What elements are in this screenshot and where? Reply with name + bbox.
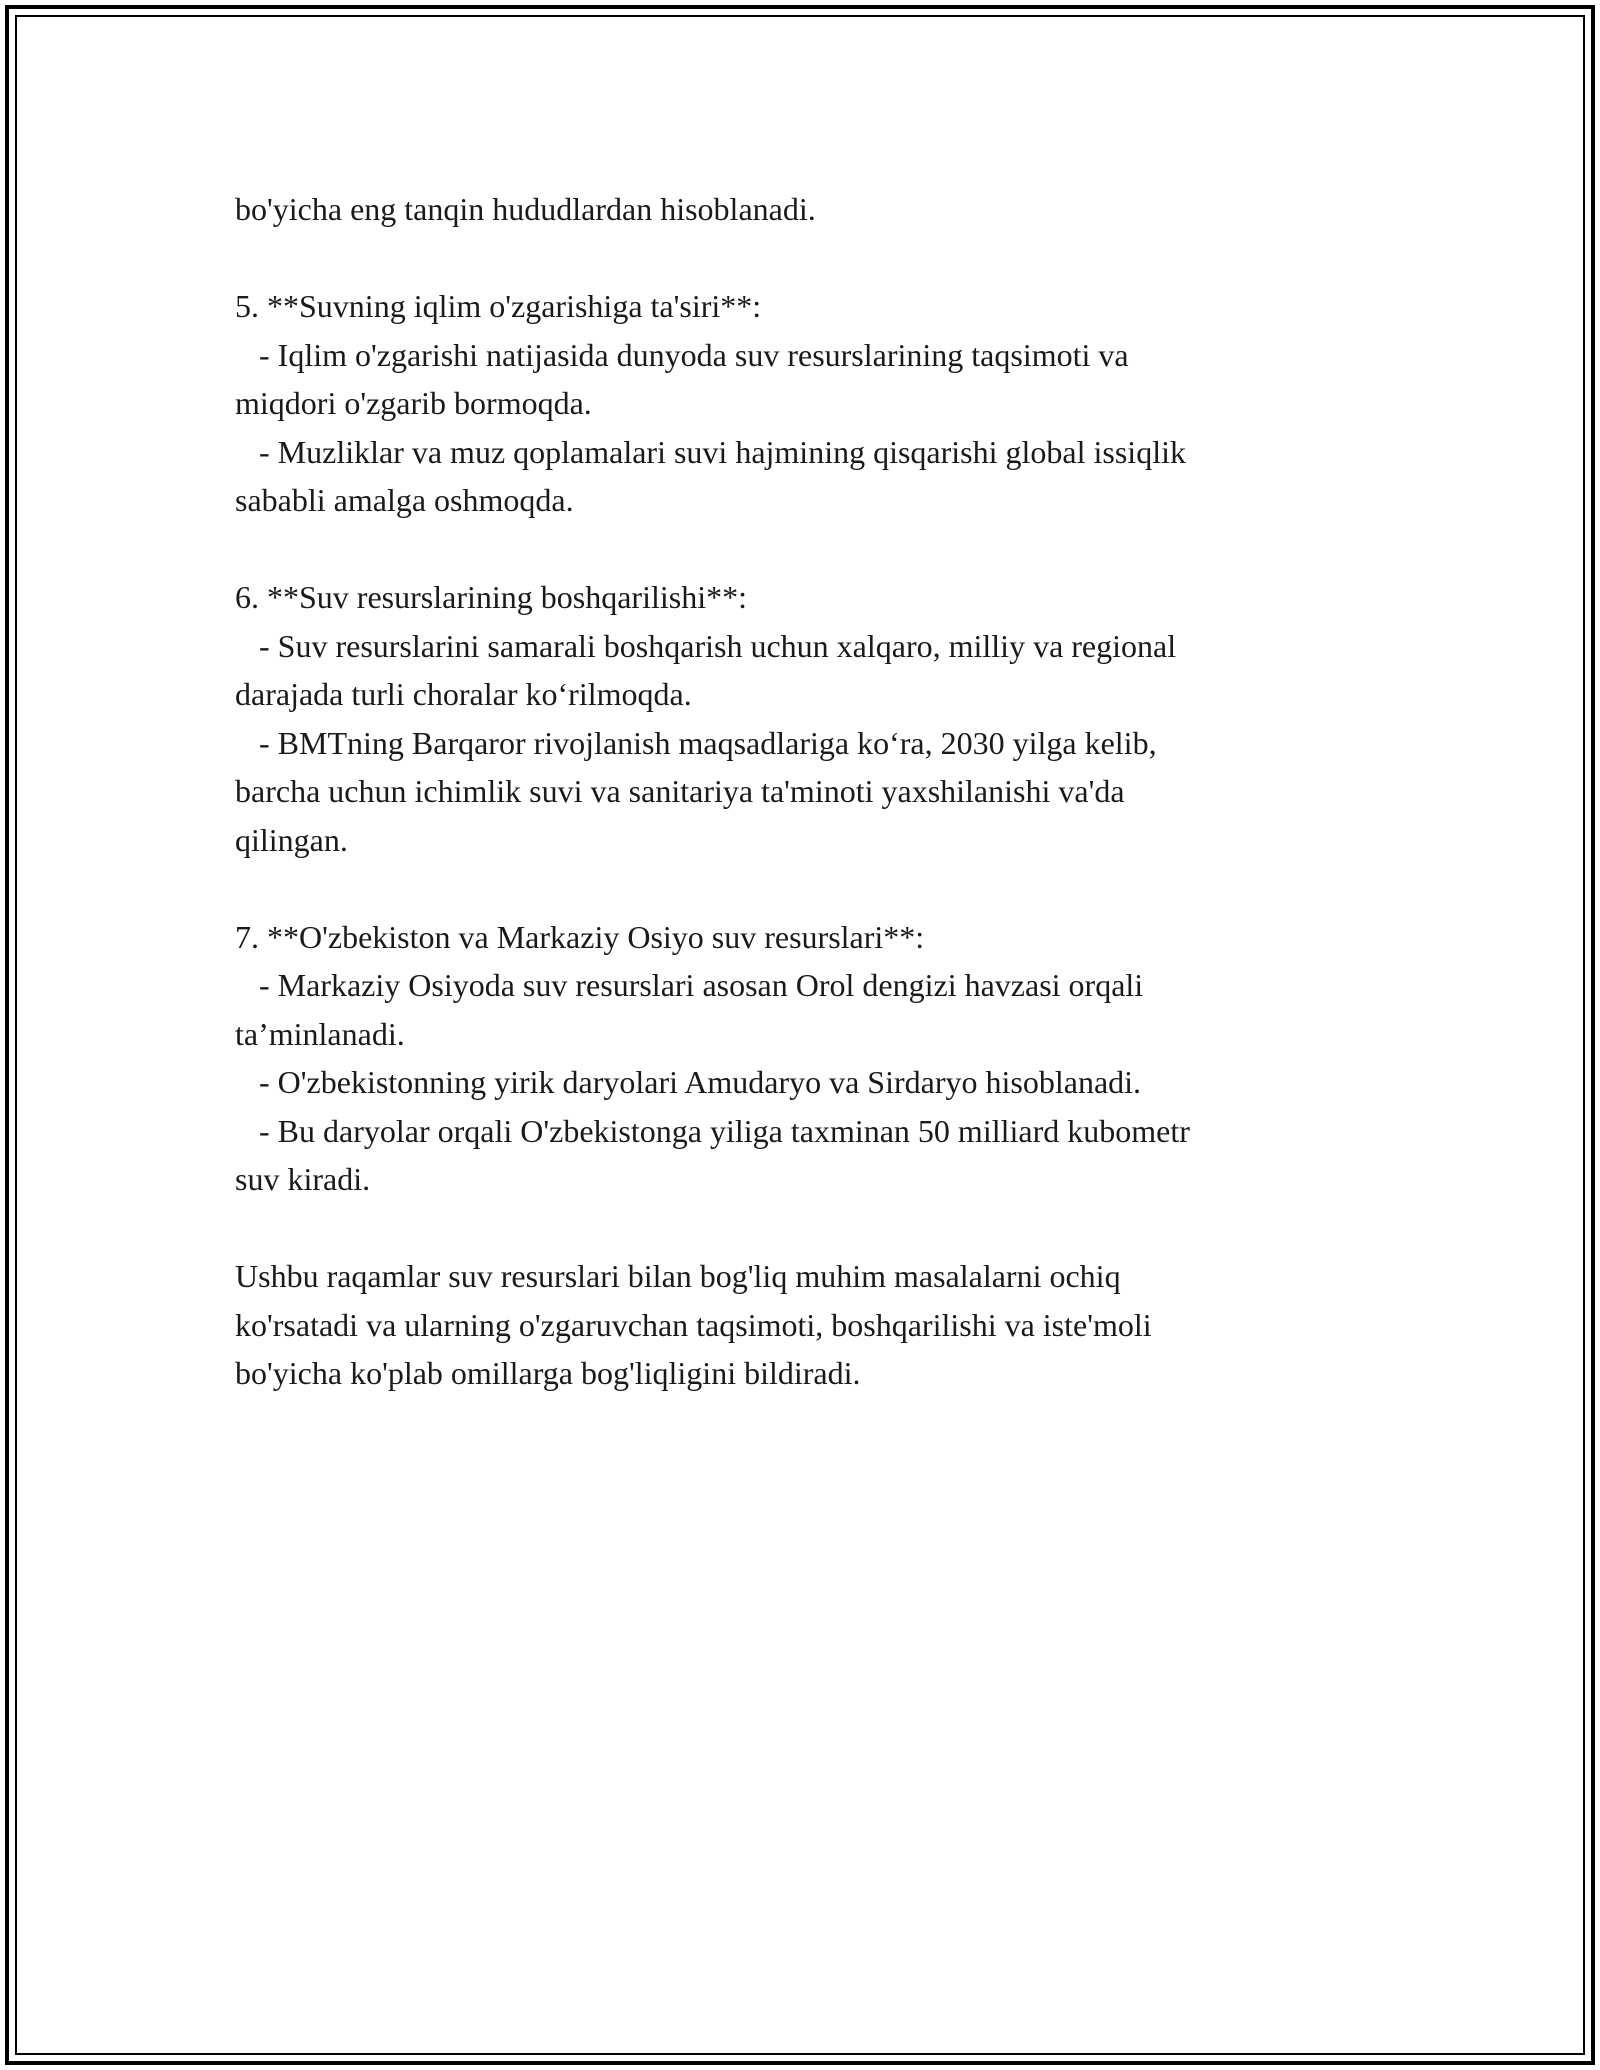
section-7-bullet-1-line-2: ta’minlanadi. xyxy=(235,1015,405,1052)
section-7-bullet-3-line-2: suv kiradi. xyxy=(235,1161,371,1197)
section-7-bullet-1-line-1: - Markaziy Osiyoda suv resurslari asosan Orol dengizi havzasi orqali xyxy=(235,967,1144,1003)
intro-tail-text: bo'yicha eng tanqin hududlardan hisoblanadi. xyxy=(235,191,816,227)
section-6-bullet-1-line-2: darajada turli choralar koʻrilmoqda. xyxy=(235,676,692,712)
section-6 xyxy=(235,573,1385,864)
section-6-heading: 6. **Suv resurslarining boshqarilishi**: xyxy=(235,579,747,615)
section-5-heading: 5. **Suvning iqlim o'zgarishiga ta'siri**: xyxy=(235,288,762,324)
conclusion-line-1: Ushbu raqamlar suv resurslari bilan bog'liq muhim masalalarni ochiq xyxy=(235,1258,1121,1294)
section-6-bullet-1-line-1: - Suv resurslarini samarali boshqarish uchun xalqaro, milliy va regional xyxy=(235,627,1177,664)
section-5 xyxy=(235,282,1385,525)
blank-line xyxy=(235,1204,1385,1253)
blank-line xyxy=(235,864,1385,913)
section-7-bullet-3-line-1: - Bu daryolar orqali O'zbekistonga yiliga taxminan 50 milliard kubometr xyxy=(235,1112,1190,1149)
section-5-bullet-1-line-2: miqdori o'zgarib bormoqda. xyxy=(235,385,592,421)
section-7 xyxy=(235,913,1385,1204)
section-5-bullet-1-line-1: - Iqlim o'zgarishi natijasida dunyoda suv resurslarining taqsimoti va xyxy=(235,336,1129,373)
section-6-bullet-2-line-3: qilingan. xyxy=(235,821,348,858)
conclusion-line-2: ko'rsatadi va ularning o'zgaruvchan taqsimoti, boshqarilishi va iste'moli xyxy=(235,1306,1152,1343)
document-body xyxy=(235,185,1385,1398)
section-6-bullet-2-line-2: barcha uchun ichimlik suvi va sanitariya ta'minoti yaxshilanishi va'da xyxy=(235,773,1125,809)
blank-line xyxy=(235,525,1385,574)
section-7-heading: 7. **O'zbekiston va Markaziy Osiyo suv resurslari**: xyxy=(235,918,925,955)
section-7-bullet-2-line-1: - O'zbekistonning yirik daryolari Amudaryo va Sirdaryo hisoblanadi. xyxy=(235,1064,1142,1100)
section-5-bullet-2-line-2: sababli amalga oshmoqda. xyxy=(235,482,574,518)
section-5-bullet-2-line-1: - Muzliklar va muz qoplamalari suvi hajmining qisqarishi global issiqlik xyxy=(235,433,1186,470)
conclusion-paragraph xyxy=(235,1252,1385,1398)
section-6-bullet-2-line-1: - BMTning Barqaror rivojlanish maqsadlariga koʻra, 2030 yilga kelib, xyxy=(235,724,1157,761)
conclusion-line-3: bo'yicha ko'plab omillarga bog'liqligini bildiradi. xyxy=(235,1355,861,1391)
blank-line xyxy=(235,234,1385,283)
